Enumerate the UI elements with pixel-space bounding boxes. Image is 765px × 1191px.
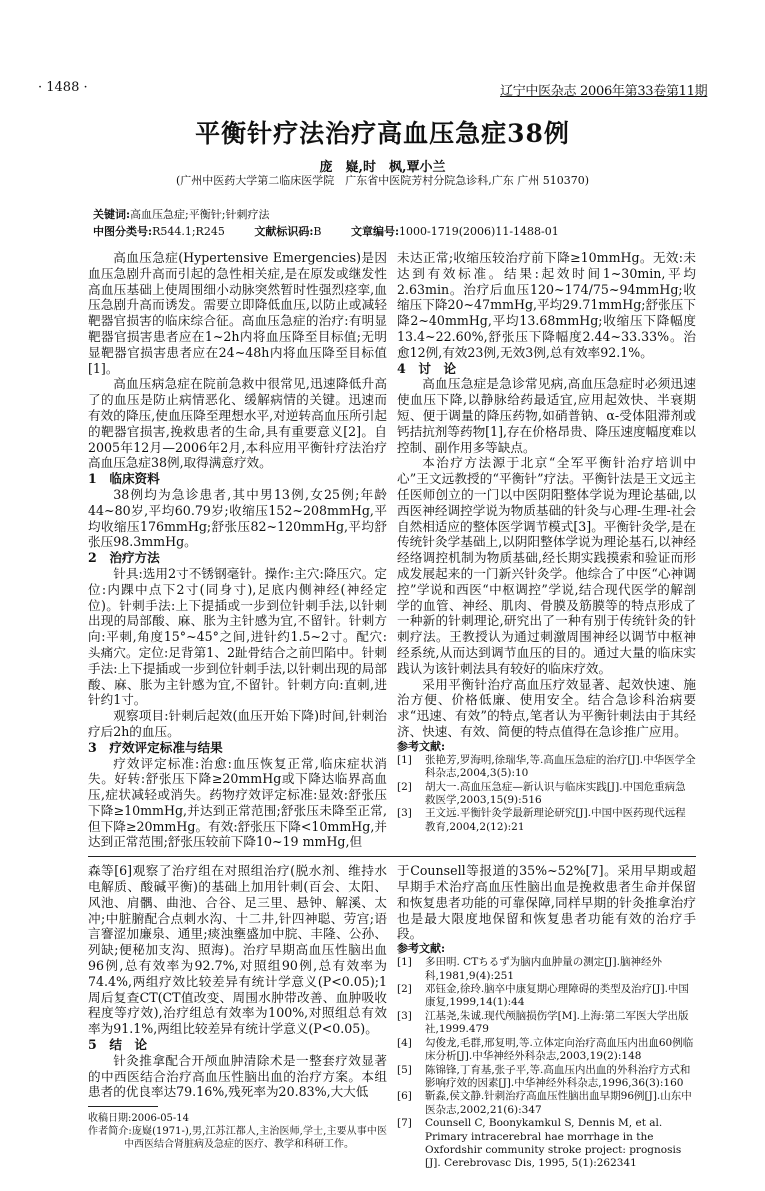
body-paragraph: 疗效评定标准:治愈:血压恢复正常,临床症状消失。好转:舒张压下降≥20mmHg或下降达临界高血压,症状减轻或消失。药物疗效评定标准:显效:舒张压下降≥10mmHg,并达到正常范围;舒张压未降至正常,但下降≥20mmHg。有效:舒张压下降<10mmHg,并达到正常范围;舒张压较前下降10~19 mmHg,但 [88, 755, 387, 850]
doc-code-label: 文献标识码: [254, 225, 314, 238]
reference-number: [5] [397, 1063, 412, 1076]
reference-text: 江基尧,朱诚.现代颅脑损伤学[M].上海:第二军医大学出版社,1999.479 [425, 1009, 689, 1036]
reference-text: 王文远.平衡针灸学最新理论研究[J].中国中医药现代远程教育,2004,2(12):21 [425, 807, 686, 833]
footnote [88, 1112, 387, 1151]
reference-text: 胡大一.高血压急症—新认识与临床实践[J].中国危重病急救医学,2003,15(9):516 [425, 780, 686, 806]
author-bio: 作者简介:庞嶷(1971-),男,江苏江都人,主治医师,学士,主要从事中医中西医结合肾脏病及急症的医疗、教学和科研工作。 [88, 1126, 387, 1151]
lower-left-column [88, 863, 387, 1100]
reference-text: 多田明. CTちるず为脑内血肿量の测定[J].脑神经外科,1981,9(4):251 [425, 956, 662, 982]
section-heading: 5 结 论 [88, 1037, 148, 1053]
reference-number: [3] [397, 1009, 412, 1022]
clc-value: R544.1;R245 [152, 225, 225, 238]
reference-text: 勾俊龙,毛群,邢复明,等.立体定向治疗高血压内出血60例临床分析[J].中华神经外科杂志,2003,19(2):148 [425, 1036, 694, 1063]
author-affiliation: (广州中医药大学第二临床医学院 广东省中医院芳村分院急诊科,广东 广州 510370) [175, 174, 590, 187]
reference-item [397, 956, 696, 983]
lower-right-column [397, 863, 696, 1170]
article-no-value: 1000-1719(2006)11-1488-01 [399, 225, 559, 238]
section-heading: 2 治疗方法 [88, 550, 160, 566]
section-heading: 3 疗效评定标准与结果 [88, 739, 223, 755]
body-paragraph: 针具:选用2寸不锈钢毫针。操作:主穴:降压穴。定位:内踝中点下2寸(同身寸),足底内侧神经(神经定位)。针刺手法:上下提插或一步到位针刺手法,以针刺出现的局部酸、麻、胀为主针感为宜,不留针。针刺方向:平刺,角度15°~45°之间,进针约1.5~2寸。配穴:头痛穴。定位:足背第1、2趾骨结合之前凹陷中。针刺手法:上下提插或一步到位针刺手法,以针刺出现的局部酸、麻、胀为主针感为宜,不留针。针刺方向:直刺,进针约1寸。 [88, 565, 387, 708]
body-paragraph: 高血压病急症在院前急救中很常见,迅速降低升高了的血压是防止病情恶化、缓解病情的关键。迅速而有效的降压,使血压降至理想水平,对逆转高血压所引起的靶器官损害,挽救患者的生命,具有重要意义[2]。自2005年12月—2006年2月,本科应用平衡针疗法治疗高血压急症38例,取得满意疗效。 [88, 376, 387, 471]
article-divider [88, 856, 696, 857]
references-heading: 参考文献: [397, 739, 446, 753]
lower-section [88, 863, 696, 1170]
reference-number: [2] [397, 780, 412, 793]
clc-label: 中图分类号: [93, 225, 153, 238]
reference-item [397, 1037, 696, 1064]
body-paragraph: 于Counsell等报道的35%~52%[7]。采用早期或超早期手术治疗高血压性脑出血是挽救患者生命并保留和恢复患者功能的可靠保障,同样早期的针灸推拿治疗也是最大限度地保留和恢复患者功能有效的治疗手段。 [397, 863, 696, 942]
reference-item [397, 1064, 696, 1091]
doc-code-value: B [313, 225, 322, 238]
article-authors: 庞 嶷,时 枫,覃小兰 [319, 160, 446, 175]
section-heading: 1 临床资料 [88, 471, 160, 487]
upper-section [88, 250, 696, 850]
references-heading: 参考文献: [397, 942, 446, 956]
keywords-label: 关键词: [93, 208, 131, 221]
body-paragraph: 未达正常;收缩压较治疗前下降≥10mmHg。无效:未达到有效标准。结果:起效时间1~30min,平均2.63min。治疗后血压120~174/75~94mmHg;收缩压下降20~47mmHg,平均29.71mmHg;舒张压下降2~40mmHg,平均13.68mmHg;收缩压下降幅度13.4~22.60%,舒张压下降幅度2.44~33.33%。治愈12例,有效23例,无效3例,总有效率92.1%。 [397, 250, 696, 360]
section-heading: 4 讨 论 [397, 360, 457, 376]
body-paragraph: 38例均为急诊患者,其中男13例,女25例;年龄44~80岁,平均60.79岁;收缩压152~208mmHg,平均收缩压176mmHg;舒张压82~120mmHg,平均舒张压98.3mmHg。 [88, 486, 387, 550]
keywords: 高血压急症;平衡针;针刺疗法 [130, 208, 270, 221]
article-no-label: 文章编号: [350, 225, 400, 238]
received-date: 收稿日期:2006-05-14 [88, 1113, 190, 1125]
reference-item [397, 781, 696, 808]
reference-number: [1] [397, 753, 412, 766]
reference-item [397, 983, 696, 1010]
body-paragraph: 针灸推拿配合开颅血肿清除术是一整套疗效显著的中西医结合治疗高血压性脑出血的治疗方案。本组患者的优良率达79.16%,残死率为20.83%,大大低 [88, 1052, 387, 1100]
footnote-rule [88, 1106, 158, 1107]
reference-text: 靳淼,侯文静.针刺治疗高血压性脑出血早期96例[J].山东中医杂志,2002,21(6):347 [425, 1090, 692, 1116]
article-body [88, 0, 696, 1191]
reference-number: [4] [397, 1036, 412, 1049]
body-paragraph: 观察项目:针刺后起效(血压开始下降)时间,针刺治疗后2h的血压。 [88, 708, 387, 739]
reference-number: [7] [397, 1117, 412, 1130]
reference-item [397, 1010, 696, 1037]
reference-text: 邓钰金,徐玲.脑卒中康复期心理障碍的类型及治疗[J].中国康复,1999,14(1):44 [425, 983, 689, 1009]
reference-text: Counsell C, Boonykamkul S, Dennis M, et al. Primary intracerebral hae morrhage in the Oxfordshir community stroke project: prognosis [J]. Cerebrovasc Dis, 1995, 5(1):262341 [425, 1117, 682, 1170]
reference-item [397, 807, 696, 834]
journal-issue: 辽宁中医杂志 2006年第33卷第11期 [500, 84, 708, 99]
reference-item [397, 754, 696, 781]
body-paragraph: 高血压急症(Hypertensive Emergencies)是因血压急剧升高而引起的急性相关症,是在原发或继发性高血压基础上使周围细小动脉突然暂时性强烈痉挛,血压急剧升高而诱发。需要立即降低血压,以防止或减轻靶器官损害的临床综合征。高血压急症的治疗:有明显靶器官损害患者应在1~2h内将血压降至目标值;无明显靶器官损害患者应在24~48h内将血压降至目标值[1]。 [88, 250, 387, 376]
reference-text: 陈锦锋,丁育基,张子平,等.高血压内出血的外科治疗方式和影响疗效的因素[J].中华神经外科杂志,1996,36(3):160 [425, 1063, 691, 1089]
body-paragraph: 本治疗方法源于北京“全军平衡针治疗培训中心”王文远教授的“平衡针”疗法。平衡针法是王文远主任医师创立的一门以中医阴阳整体学说为理论基础,以西医神经调控学说为物质基础的针灸与心理-生理-社会自然相适应的整体医学调节模式[3]。平衡针灸学,是在传统针灸学基础上,以阴阳整体学说为理论基石,以神经经络调控机制为物质基础,经长期实践摸索和验证而形成发展起来的一门新兴针灸学。他综合了中医“心神调控”学说和西医“中枢调控”学说,结合现代医学的解剖学的血管、神经、肌肉、骨膜及筋膜等的特点形成了一种新的针刺理论,研究出了一种有别于传统针灸的针刺疗法。王教授认为通过刺激周围神经以调节中枢神经系统,从而达到调节血压的目的。通过大量的临床实践认为该针刺法具有较好的临床疗效。 [397, 455, 696, 676]
body-paragraph: 采用平衡针治疗高血压疗效显著、起效快速、施治方便、价格低廉、使用安全。结合急诊科治病要求“迅速、有效”的特点,笔者认为平衡针刺法由于其经济、快速、有效、简便的特点值得在急诊推广应用。 [397, 676, 696, 739]
reference-number: [1] [397, 956, 412, 969]
reference-number: [3] [397, 807, 412, 820]
upper-left-column [88, 250, 387, 850]
reference-item [397, 1090, 696, 1117]
body-paragraph: 高血压急症是急诊常见病,高血压急症时必须迅速使血压下降,以静脉给药最适宜,应用起效快、半衰期短、便于调量的降压药物,如硝普钠、α-受体阻滞剂或钙拮抗剂等药物[1],存在价格昂贵、降压速度幅度难以控制、副作用多等缺点。 [397, 376, 696, 455]
reference-item [397, 1117, 696, 1171]
upper-right-column [397, 250, 696, 834]
page-number: · 1488 · [38, 80, 88, 95]
reference-number: [2] [397, 983, 412, 996]
article-title: 平衡针疗法治疗高血压急症38例 [195, 119, 570, 148]
reference-number: [6] [397, 1090, 412, 1103]
lower-left-wrapper [88, 863, 387, 1151]
body-paragraph: 森等[6]观察了治疗组在对照组治疗(脱水剂、维持水电解质、酸碱平衡)的基础上加用针刺(百会、太阳、风池、肩髃、曲池、合谷、足三里、悬钟、解溪、太冲;中脏腑配合点刺水沟、十二井,针四神聪、劳宫;语言謇涩加廉泉、通里;痰浊壅盛加中脘、丰隆、公孙、列缺;便秘加支沟、照海)。治疗早期高血压性脑出血96例,总有效率为92.7%,对照组90例,总有效率为74.4%,两组疗效比较差异有统计学意义(P<0.05);1周后复查CT(CT值改变、周围水肿带改善、血肿吸收程度等疗效),治疗组总有效率为100%,对照组总有效率为91.1%,两组比较差异有统计学意义(P<0.05)。 [88, 863, 387, 1037]
reference-text: 张艳芳,罗海明,徐瑞华,等.高血压急症的治疗[J].中华医学全科杂志,2004,3(5):10 [425, 753, 696, 780]
